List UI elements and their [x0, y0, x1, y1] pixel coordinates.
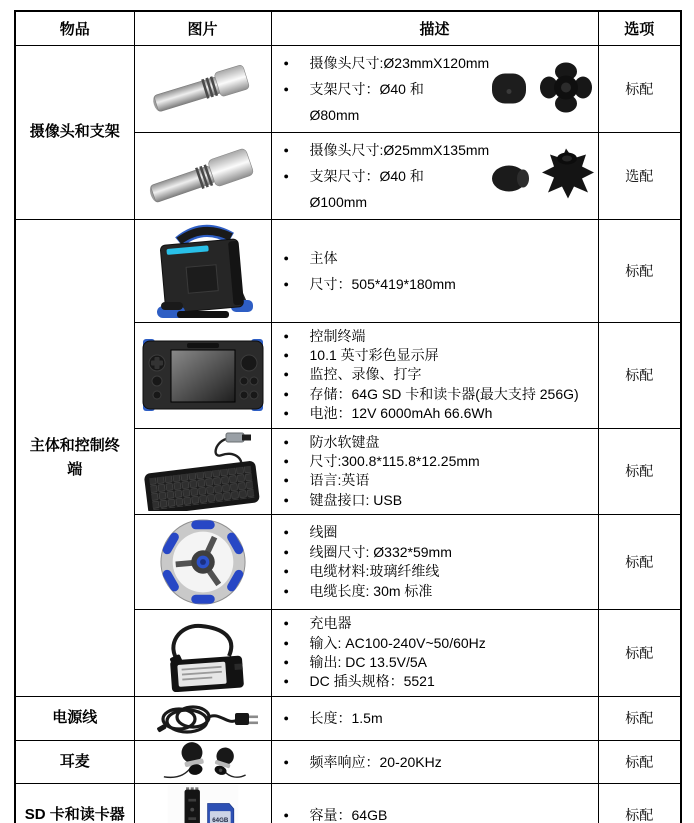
- bullet-icon: ●: [283, 475, 289, 486]
- desc-line: [284, 653, 592, 672]
- item-cell-power-cord: 电源线: [15, 696, 134, 740]
- desc-text: 容量：64GB: [309, 807, 388, 823]
- option-cell: 标配: [598, 322, 681, 428]
- desc-text: 输出: DC 13.5V/5A: [309, 653, 427, 670]
- bullet-icon: ●: [283, 170, 289, 181]
- bullet-icon: ●: [283, 546, 289, 557]
- desc-line: [284, 582, 592, 601]
- bullet-icon: ●: [283, 252, 289, 263]
- desc-text: 主体: [309, 249, 338, 266]
- desc-text: 监控、录像、打字: [309, 366, 422, 383]
- desc-line: [284, 452, 592, 471]
- main-unit-image-cell: [134, 219, 271, 322]
- bullet-icon: ●: [283, 408, 289, 419]
- desc-line: [284, 327, 592, 346]
- desc-text: 尺寸：505*419*180mm: [309, 275, 456, 292]
- desc-text: Ø80mm: [309, 106, 360, 123]
- option-cell: 标配: [598, 783, 681, 823]
- option-cell: 标配: [598, 219, 681, 322]
- header-row: [15, 11, 681, 45]
- desc-line: [284, 245, 592, 271]
- bullet-icon: ●: [283, 388, 289, 399]
- control-terminal-image-cell: [134, 322, 271, 428]
- coil-image-cell: [134, 515, 271, 610]
- column-header-option: 选项: [598, 11, 681, 45]
- desc-text: 电池：12V 6000mAh 66.6Wh: [309, 405, 493, 422]
- bullet-icon: ●: [283, 618, 289, 629]
- table-row: [15, 45, 681, 132]
- desc-line: [284, 672, 592, 691]
- desc-text: Ø100mm: [309, 193, 368, 210]
- desc-text: 防水软键盘: [309, 433, 380, 450]
- desc-text: 键盘接口: USB: [309, 491, 403, 508]
- description-cell: [271, 428, 598, 515]
- table-row: [15, 696, 681, 740]
- sd-card-label: 64GB: [211, 816, 228, 823]
- option-cell: 标配: [598, 696, 681, 740]
- bullet-icon: ●: [283, 527, 289, 538]
- power-cord-image: [145, 698, 261, 738]
- desc-line: [284, 385, 592, 404]
- desc-text: 存储：64G SD 卡和读卡器(最大支持 256G): [309, 385, 579, 402]
- spec-table: [14, 10, 682, 823]
- camera-23mm-image-cell: [134, 45, 271, 132]
- desc-text: 电缆材料:玻璃纤维线: [309, 563, 440, 580]
- mount-brackets-80-image: [490, 57, 594, 115]
- bullet-icon: ●: [283, 566, 289, 577]
- headset-image: [152, 742, 254, 782]
- desc-text: 电缆长度: 30m 标准: [309, 582, 433, 599]
- bullet-icon: ●: [283, 494, 289, 505]
- camera-tube-25mm-image: [144, 143, 262, 209]
- desc-text: 支架尺寸：Ø40 和: [309, 80, 424, 97]
- desc-line: [284, 614, 592, 633]
- desc-line: [284, 634, 592, 653]
- camera-25mm-image-cell: [134, 132, 271, 219]
- option-cell: 标配: [598, 45, 681, 132]
- description-cell: [271, 783, 598, 823]
- option-cell: 标配: [598, 740, 681, 783]
- control-terminal-image: [141, 333, 265, 417]
- desc-text: 尺寸:300.8*115.8*12.25mm: [309, 452, 480, 469]
- headset-image-cell: [134, 740, 271, 783]
- desc-text: 频率响应：20-20KHz: [309, 753, 442, 770]
- bullet-icon: ●: [283, 83, 289, 94]
- sd-card-reader-image: [157, 785, 249, 823]
- column-header-description: 描述: [271, 11, 598, 45]
- desc-text: 摄像头尺寸:Ø23mmX120mm: [309, 54, 490, 71]
- bullet-icon: ●: [283, 455, 289, 466]
- desc-text: 语言:英语: [309, 472, 370, 489]
- bracket-images: [490, 144, 594, 207]
- desc-line: [284, 523, 592, 542]
- bullet-icon: ●: [283, 349, 289, 360]
- desc-line: [284, 805, 592, 823]
- desc-line: [284, 404, 592, 423]
- bullet-icon: ●: [283, 810, 289, 821]
- table-row: [15, 740, 681, 783]
- desc-text: 摄像头尺寸:Ø25mmX135mm: [309, 141, 490, 158]
- mount-brackets-100-image: [490, 144, 594, 202]
- description-cell: [271, 515, 598, 610]
- description-cell: [271, 45, 598, 132]
- column-header-item: 物品: [15, 11, 134, 45]
- desc-line: [284, 365, 592, 384]
- desc-text: 支架尺寸：Ø40 和: [309, 167, 424, 184]
- option-cell: 标配: [598, 610, 681, 697]
- charger-image: [151, 614, 255, 692]
- main-unit-image: [147, 222, 259, 320]
- description-cell: [271, 610, 598, 697]
- desc-line: [284, 562, 592, 581]
- table-row: [15, 219, 681, 322]
- bullet-icon: ●: [283, 278, 289, 289]
- desc-line: [284, 752, 592, 772]
- desc-line: [284, 271, 592, 297]
- item-cell-main-control: 主体和控制终端: [15, 219, 134, 696]
- bullet-icon: ●: [283, 330, 289, 341]
- bullet-icon: ●: [283, 369, 289, 380]
- description-cell: [271, 132, 598, 219]
- desc-line: [284, 543, 592, 562]
- charger-image-cell: [134, 610, 271, 697]
- bullet-icon: ●: [283, 436, 289, 447]
- bullet-icon: ●: [283, 585, 289, 596]
- desc-text: 长度：1.5m: [309, 710, 383, 727]
- bullet-icon: ●: [283, 756, 289, 767]
- bullet-icon: ●: [283, 676, 289, 687]
- desc-line: [284, 708, 592, 728]
- item-cell-headset: 耳麦: [15, 740, 134, 783]
- desc-text: 10.1 英寸彩色显示屏: [309, 346, 439, 363]
- camera-tube-23mm-image: [144, 56, 262, 122]
- bullet-icon: ●: [283, 57, 289, 68]
- keyboard-image: [142, 431, 264, 511]
- desc-text: 充电器: [309, 615, 352, 632]
- option-cell: 标配: [598, 515, 681, 610]
- desc-line: [284, 491, 592, 510]
- description-cell: [271, 696, 598, 740]
- desc-text: 输入: AC100-240V~50/60Hz: [309, 634, 486, 651]
- item-cell-sd-card: SD 卡和读卡器: [15, 783, 134, 823]
- keyboard-image-cell: [134, 428, 271, 515]
- option-cell: 选配: [598, 132, 681, 219]
- bullet-icon: ●: [283, 656, 289, 667]
- table-row: [15, 783, 681, 823]
- bullet-icon: ●: [283, 144, 289, 155]
- item-cell-camera-bracket: 摄像头和支架: [15, 45, 134, 219]
- desc-line: [284, 346, 592, 365]
- description-cell: [271, 219, 598, 322]
- bullet-icon: ●: [283, 637, 289, 648]
- column-header-image: 图片: [134, 11, 271, 45]
- desc-line: [284, 471, 592, 490]
- description-cell: [271, 322, 598, 428]
- description-cell: [271, 740, 598, 783]
- sd-reader-image-cell: [134, 783, 271, 823]
- bracket-images: [490, 57, 594, 120]
- desc-text: 控制终端: [309, 327, 366, 344]
- power-cord-image-cell: [134, 696, 271, 740]
- option-cell: 标配: [598, 428, 681, 515]
- desc-text: DC 插头规格：5521: [309, 673, 435, 690]
- desc-line: [284, 433, 592, 452]
- cable-coil-image: [158, 517, 248, 607]
- desc-text: 线圈: [309, 524, 338, 541]
- desc-text: 线圈尺寸: Ø332*59mm: [309, 543, 452, 560]
- bullet-icon: ●: [283, 713, 289, 724]
